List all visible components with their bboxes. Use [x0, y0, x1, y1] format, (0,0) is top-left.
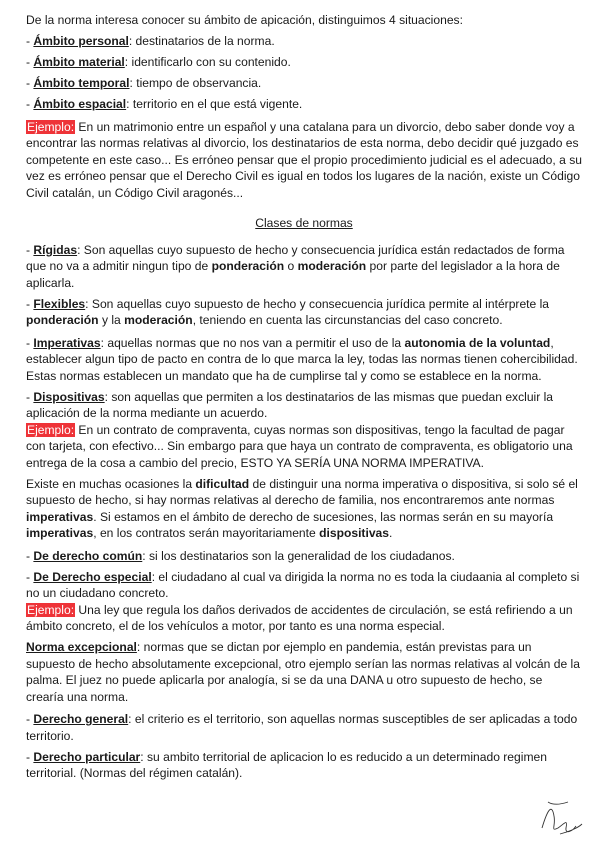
rigidas-paragraph: - Rígidas: Son aquellas cuyo supuesto de hecho y consecuencia jurídica están redactados de forma que no va a admitir ningun tipo de ponderación o moderación por parte del legislador a la hora de aplicarla.	[26, 242, 565, 290]
ambito-temporal: - Ámbito temporal: tiempo de observancia.	[26, 76, 262, 90]
document-page	[26, 12, 582, 786]
existe-paragraph: Existe en muchas ocasiones la dificultad de distinguir una norma imperativa o dispositiva, si solo sé el supuesto de hecho, si hay normas relativas al derecho de familia, nos encontraremos ante normas imperativas. Si estamos en el ámbito de derecho de sucesiones, las normas serán en su mayoría imperativas, en los contratos serán mayoritariamente dispositivas.	[26, 476, 578, 540]
example-label: Ejemplo:	[27, 119, 75, 134]
example-label: Ejemplo:	[27, 422, 75, 437]
example-1-paragraph: Ejemplo: En un matrimonio entre un español y una catalana para un divorcio, debo saber donde voy a encontrar las normas relativas al divorcio, los destinatarios de esta norma, debo decidir qué juzgado es competente en este caso... Es erróneo pensar que el propio procedimiento judicial es el adecuado, a su vez es erróneo pensar que el Derecho Civil es igual en todos los lugares de la nación, existe un Código Civil catalán, un Código Civil aragonés...	[26, 119, 582, 200]
ambito-material: - Ámbito material: identificarlo con su contenido.	[26, 55, 291, 69]
signature-icon	[538, 798, 586, 838]
derecho-comun-paragraph: - De derecho común: si los destinatarios son la generalidad de los ciudadanos.	[26, 548, 455, 563]
intro-paragraph: De la norma interesa conocer su ámbito de apicación, distinguimos 4 situaciones:	[26, 13, 463, 27]
example-3-paragraph: Ejemplo: Una ley que regula los daños derivados de accidentes de circulación, se está refiriendo a un ámbito concreto, el de los vehículos a motor, por tanto es una norma especial.	[26, 602, 573, 633]
derecho-general-paragraph: - Derecho general: el criterio es el territorio, son aquellas normas susceptibles de ser aplicadas a todo territorio.	[26, 712, 578, 743]
imperativas-paragraph: - Imperativas: aquellas normas que no nos van a permitir el uso de la autonomia de la voluntad, establecer algun tipo de pacto en contra de lo que marca la ley, todas las normas tienen cohercibilidad. Estas normas establecen un mandato que ha de cumplirse tal y como se establece en la norma.	[26, 335, 578, 383]
ambito-personal: - Ámbito personal: destinatarios de la norma.	[26, 34, 275, 48]
ambito-espacial: - Ámbito espacial: territorio en el que está vigente.	[26, 97, 303, 111]
derecho-especial-paragraph: - De Derecho especial: el ciudadano al cual va dirigida la norma no es toda la ciudaania al completo si no un ciudadano concreto.	[26, 569, 580, 600]
derecho-particular-paragraph: - Derecho particular: su ambito territorial de aplicacion lo es reducido a un determinado regimen territorial. (Normas del régimen catalán).	[26, 749, 547, 780]
flexibles-paragraph: - Flexibles: Son aquellas cuyo supuesto de hecho y consecuencia jurídica permite al intérprete la ponderación y la moderación, teniendo en cuenta las circunstancias del caso concreto.	[26, 296, 550, 327]
dispositivas-paragraph: - Dispositivas: son aquellas que permiten a los destinatarios de las mismas que puedan excluir la aplicación de la norma mediante un acuerdo.	[26, 389, 554, 420]
section-title: Clases de normas	[255, 216, 353, 230]
norma-excepcional-paragraph: Norma excepcional: normas que se dictan por ejemplo en pandemia, están previstas para un supuesto de hecho absolutamente excepcional, otro ejemplo serían las normas relativas al volcán de la palma. El juez no puede aplicarla por analogía, si se da una DANA u otro supuesto de hecho, se crearía una norma.	[26, 640, 580, 704]
example-label: Ejemplo:	[27, 602, 75, 617]
example-2-paragraph: Ejemplo: En un contrato de compraventa, cuyas normas son dispositivas, tengo la facultad de pagar con tarjeta, con efectivo... Sin embargo para que haya un contrato de compraventa, es obligatorio una entrega de la cosa a cambio del precio, ESTO YA SERÍA UNA NORMA IMPERATIVA.	[26, 422, 573, 470]
